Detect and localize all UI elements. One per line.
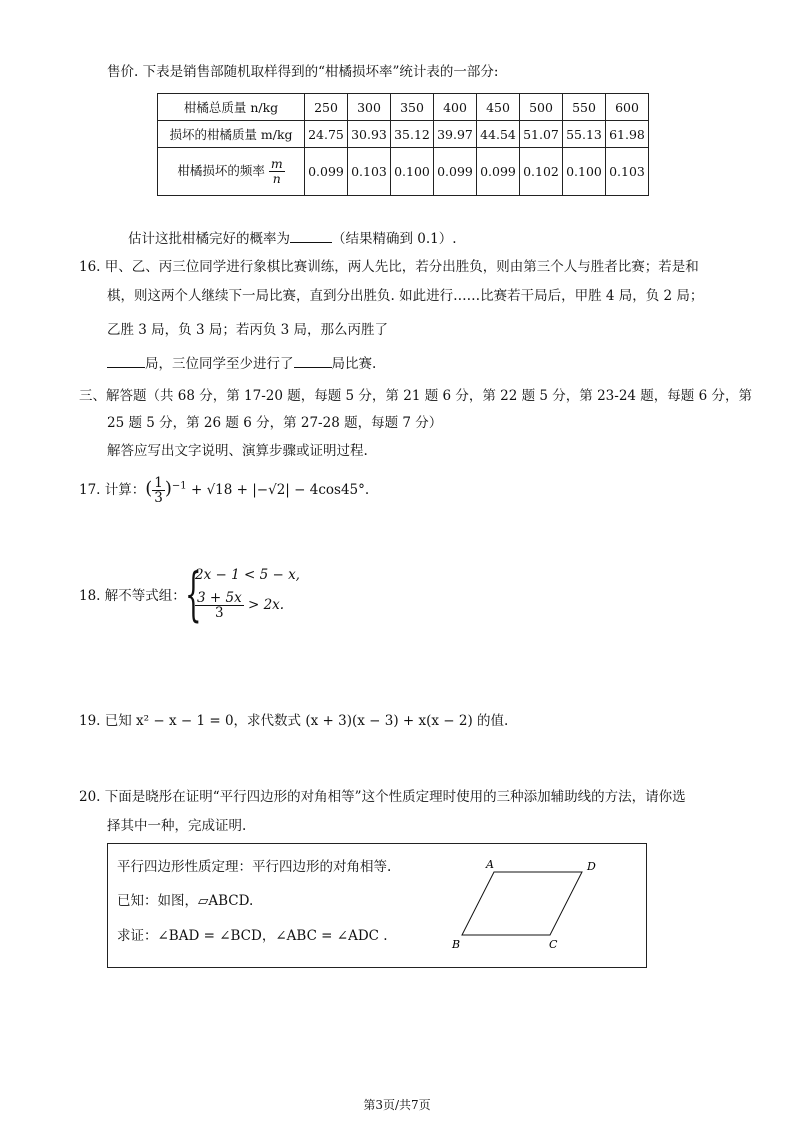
known-text: 已知：如图，▱ABCD. bbox=[117, 893, 254, 909]
section3-heading: 三、解答题（共 68 分，第 17-20 题，每题 5 分，第 21 题 6 分，第 22 题 5 分，第 23-24 题，每题 6 分，第 bbox=[79, 388, 752, 404]
fraction-3-plus-5x: $\frac{3 + 5x}{3}$ bbox=[197, 590, 242, 621]
brace-icon: { bbox=[185, 560, 202, 628]
table-row-n: 柑橘总质量 n/kg 250 300 350 400 450 500 550 600 bbox=[158, 94, 649, 121]
theorem-text: 平行四边形性质定理：平行四边形的对角相等. bbox=[117, 859, 392, 875]
vertex-b: B bbox=[452, 938, 461, 951]
answer-blank bbox=[290, 228, 332, 243]
table-row-m: 损坏的柑橘质量 m/kg 24.75 30.93 35.12 39.97 44.54 51.07 55.13 61.98 bbox=[158, 121, 649, 148]
answer-blank bbox=[294, 353, 332, 368]
citrus-table bbox=[157, 93, 649, 196]
parallelogram-shape bbox=[462, 872, 582, 935]
q20-line2: 择其中一种，完成证明. bbox=[107, 818, 247, 834]
parallelogram-figure bbox=[446, 854, 606, 954]
vertex-d: D bbox=[587, 860, 596, 873]
row-label-freq: 柑橘损坏的频率 $\frac{m}{n}$ bbox=[158, 148, 305, 196]
q16-line4: 局，三位同学至少进行了 局比赛. bbox=[107, 353, 376, 374]
answer-blank bbox=[107, 353, 145, 368]
q18-label: 18. 解不等式组： bbox=[79, 588, 186, 604]
q16-line3: 乙胜 3 局，负 3 局；若丙负 3 局，那么丙胜了 bbox=[107, 322, 389, 338]
q16-line2: 棋，则这两个人继续下一局比赛，直到分出胜负. 如此进行……比赛若干局后，甲胜 4 局，负 2 局； bbox=[107, 288, 704, 304]
fraction-one-third: $\frac{1}{3}$ bbox=[154, 475, 163, 506]
inequality-1: 2x − 1 < 5 − x, bbox=[195, 567, 300, 583]
q20-line1: 20. 下面是晓彤在证明“平行四边形的对角相等”这个性质定理时使用的三种添加辅助线的方法，请你选 bbox=[79, 789, 686, 805]
q16-line1: 16. 甲、乙、丙三位同学进行象棋比赛训练，两人先比，若分出胜负，则由第三个人与胜者比赛；若是和 bbox=[79, 259, 699, 275]
table-row-freq: 柑橘损坏的频率 $\frac{m}{n}$ 0.099 0.103 0.100 0.099 0.099 0.102 0.100 0.103 bbox=[158, 148, 649, 196]
estimate-question: 估计这批柑橘完好的概率为 （结果精确到 0.1）. bbox=[128, 228, 457, 249]
row-label-m: 损坏的柑橘质量 m/kg bbox=[158, 121, 305, 148]
page-footer: 第3页/共7页 bbox=[363, 1098, 431, 1112]
row-label-n: 柑橘总质量 n/kg bbox=[158, 94, 305, 121]
fraction-m-over-n: $\frac{m}{n}$ bbox=[270, 156, 283, 186]
intro-text: 售价. 下表是销售部随机取样得到的“柑橘损坏率”统计表的一部分: bbox=[107, 64, 499, 80]
q19: 19. 已知 x² − x − 1 = 0，求代数式 (x + 3)(x − 3) + x(x − 2) 的值. bbox=[79, 713, 509, 729]
theorem-box bbox=[107, 843, 647, 968]
vertex-c: C bbox=[549, 938, 558, 951]
inequality-2: $\frac{3 + 5x}{3}$ > 2x. bbox=[197, 590, 285, 621]
section3-line3: 解答应写出文字说明、演算步骤或证明过程. bbox=[107, 443, 368, 459]
vertex-a: A bbox=[486, 858, 494, 871]
section3-line2: 25 题 5 分，第 26 题 6 分，第 27-28 题，每题 7 分） bbox=[107, 415, 443, 431]
prove-text: 求证：∠BAD = ∠BCD，∠ABC = ∠ADC . bbox=[117, 928, 388, 944]
q17: 17. 计算：( $\frac{1}{3}$ )$^{-1}$ + √18 + |−√2| − 4cos45°. bbox=[79, 475, 370, 506]
